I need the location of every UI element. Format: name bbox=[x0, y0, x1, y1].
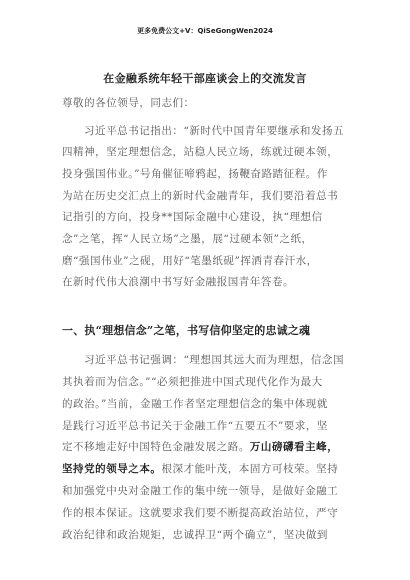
paragraph-text: 定不移地走好中国特色金融发展之路。 bbox=[62, 441, 250, 453]
paragraph-line: 其执着而为信念。”“必须把推进中国式现代化作为最大 bbox=[62, 376, 323, 388]
paragraph-line: 政治纪律和政治规矩，忠诚捍卫“两个确立”，坚决做到 bbox=[62, 529, 328, 541]
paragraph-line: 习近平总书记强调：“理想国其远大而为理想，信念国 bbox=[84, 354, 345, 366]
paragraph-line bbox=[62, 441, 352, 454]
paragraph-line: 是践行习近平总书记关于金融工作“五要五不”要求，坚 bbox=[62, 420, 328, 432]
paragraph-line: 的政治。”当前，金融工作者坚定理想信念的集中体现就 bbox=[62, 398, 328, 410]
paragraph-line: 作的根本保证。这就要求我们要不断提高政治站位，严守 bbox=[62, 507, 339, 519]
paragraph-line: 记指引的方向，投身**国际金融中心建设，执“理想信 bbox=[62, 211, 323, 223]
salutation: 尊敬的各位领导，同志们： bbox=[62, 97, 195, 109]
section-heading: 一、执“理想信念”之笔，书写信仰坚定的忠诚之魂 bbox=[62, 324, 311, 337]
emphasis-text: 坚持党的领导之本。 bbox=[62, 463, 162, 475]
paragraph-text: 根深才能叶茂，本固方可枝荣。坚持 bbox=[161, 463, 339, 475]
paragraph-line bbox=[62, 463, 352, 476]
paragraph-line: 和加强党中央对金融工作的集中统一领导，是做好金融工 bbox=[62, 485, 339, 497]
paragraph-line: 投身强国伟业。”号角催征啼鸦起，扬鞭奋路踏征程。作 bbox=[62, 168, 328, 180]
paragraph-line: 在新时代伟大浪潮中书写好金融报国青年答卷。 bbox=[62, 276, 295, 288]
paragraph-line: 习近平总书记指出：“新时代中国青年要继承和发扬五 bbox=[84, 125, 345, 137]
page-title: 在金融系统年轻干部座谈会上的交流发言 bbox=[103, 72, 307, 85]
emphasis-text: 万山磅礴看主峰， bbox=[249, 441, 339, 453]
paragraph-line: 念”之笔，挥“人民立场”之墨，展“过硬本领”之纸， bbox=[62, 233, 313, 245]
paragraph-line: 为站在历史交汇点上的新时代金融青年，我们要沿着总书 bbox=[62, 190, 339, 202]
paragraph-line: 磨“强国伟业”之砚，用好“笔墨纸砚”挥洒青春汗水， bbox=[62, 255, 318, 267]
header-note: 更多免费公文+V：QiSeGongWen2024 bbox=[137, 27, 273, 35]
paragraph-line: 四精神，坚定理想信念，站稳人民立场，练就过硬本领， bbox=[62, 146, 339, 158]
